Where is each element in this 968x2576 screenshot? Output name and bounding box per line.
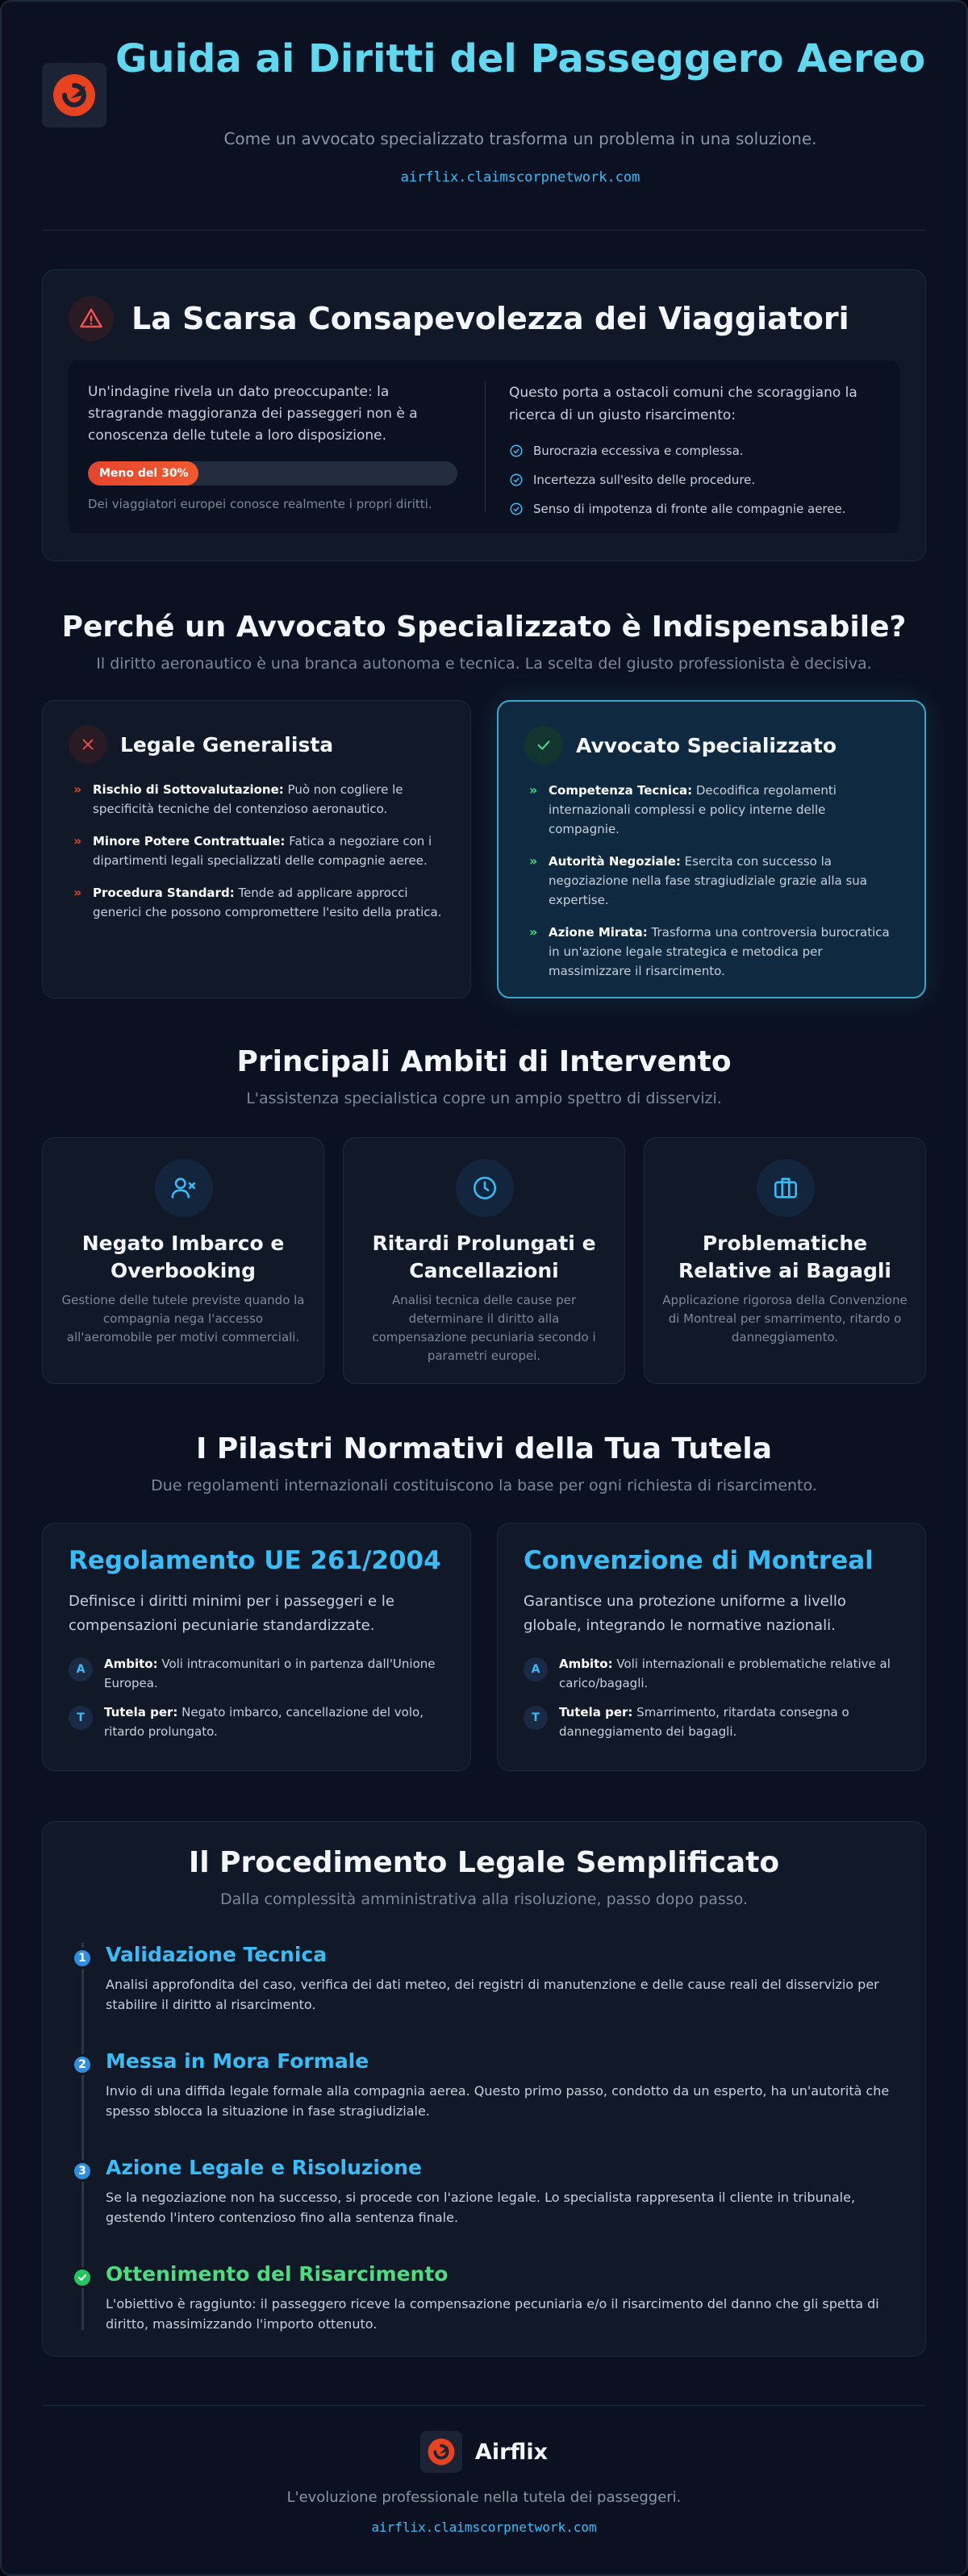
item-text: Può non cogliere le specificità tecniche del contenzioso aeronautico. (93, 782, 403, 816)
pillar-row (524, 1703, 906, 1741)
awareness-bar-label: Meno del 30% (99, 467, 189, 480)
obstacle-text: Senso di impotenza di fronte alle compagnie aeree. (533, 502, 846, 516)
generalist-header (69, 725, 333, 764)
step-text: Se la negoziazione non ha successo, si procede con l'azione legale. Lo specialista rappresenta il cliente in tribunale, gestendo l'intero contenzioso fino alla sentenza finale. (106, 2190, 856, 2225)
item-text: Trasforma una controversia burocratica in un'azione legale strategica e metodica per massimizzare il risarcimento. (549, 925, 890, 978)
pillars-subtitle: Due regolamenti internazionali costituiscono la base per ogni richiesta di risarcimento. (151, 1477, 817, 1494)
service-text: Applicazione rigorosa della Convenzione di Montreal per smarrimento, ritardo o danneggiamento. (662, 1293, 908, 1344)
clock-icon (456, 1159, 514, 1217)
awareness-obstacles (509, 381, 883, 523)
footer-domain-link[interactable]: airflix.claimscorpnetwork.com (371, 2520, 597, 2535)
why-section-header (42, 611, 926, 673)
step-title: Azione Legale e Risoluzione (106, 2156, 422, 2179)
row-bold: Tutela per: (559, 1705, 633, 1719)
user-x-icon (155, 1159, 213, 1217)
letter-badge: T (524, 1706, 548, 1730)
services-title: Principali Ambiti di Intervento (236, 1045, 732, 1078)
procedure-step (81, 2262, 893, 2334)
pillar-card-eu261 (42, 1523, 471, 1771)
awareness-stat (88, 381, 459, 511)
step-text: Invio di una diffida legale formale alla compagnia aerea. Questo primo passo, condotto da un esperto, ha un'autorità che spesso sblocca la situazione in fase stragiudiziale. (106, 2083, 890, 2119)
list-item (73, 780, 443, 819)
bullet-glyph: » (529, 782, 538, 798)
header (42, 2, 926, 231)
check-circle-icon (509, 502, 524, 516)
item-bold: Procedura Standard: (93, 886, 235, 900)
why-subtitle: Il diritto aeronautico è una branca autonoma e tecnica. La scelta del giusto professionista è decisiva. (96, 655, 872, 673)
row-text: Voli internazionali e problematiche relative al carico/bagagli. (559, 1657, 891, 1690)
list-item (509, 465, 883, 494)
row-bold: Ambito: (559, 1657, 613, 1671)
service-card-delays[interactable] (343, 1137, 625, 1384)
item-content (549, 923, 897, 981)
awareness-progress-bar (88, 461, 457, 486)
item-text: Fatica a negoziare con i dipartimenti legali specializzati delle compagnie aeree. (93, 834, 432, 868)
briefcase-icon (757, 1159, 815, 1217)
generalist-list (73, 780, 443, 935)
service-text: Gestione delle tutele previste quando la compagnia nega l'accesso all'aeromobile per motivi commerciali. (61, 1293, 305, 1344)
procedure-subtitle: Dalla complessità amministrativa alla risoluzione, passo dopo passo. (220, 1890, 748, 1908)
awareness-title: La Scarsa Consapevolezza dei Viaggiatori (131, 301, 849, 336)
service-title: Ritardi Prolungati e Cancellazioni (372, 1232, 596, 1282)
specialist-card (497, 700, 926, 998)
list-item (509, 436, 883, 465)
page-title: Guida ai Diritti del Passeggero Aereo (115, 36, 926, 81)
airflix-logo-icon[interactable] (420, 2431, 462, 2473)
step-text: Analisi approfondita del caso, verifica dei dati meteo, dei registri di manutenzione e delle cause reali del disservizio per stabilire il diritto al risarcimento. (106, 1977, 879, 2012)
item-bold: Minore Potere Contrattuale: (93, 834, 286, 848)
step-text: L'obiettivo è raggiunto: il passeggero riceve la compensazione pecuniaria e/o il risarcimento del danno che gli spetta di diritto, massimizzando l'importo ottenuto. (106, 2296, 879, 2332)
item-bold: Rischio di Sottovalutazione: (93, 782, 284, 797)
generalist-title: Legale Generalista (120, 732, 334, 757)
service-title: Negato Imbarco e Overbooking (81, 1232, 285, 1282)
content-wrapper (42, 2, 926, 2576)
pillar-row (69, 1703, 451, 1741)
row-content (104, 1654, 451, 1693)
footer-brand-name: Airflix (474, 2439, 549, 2465)
row-bold: Tutela per: (104, 1705, 178, 1719)
item-content (549, 781, 897, 839)
check-circle-icon (72, 2267, 93, 2288)
bullet-glyph: » (73, 833, 82, 848)
warning-triangle-icon (69, 296, 114, 341)
pillars-title: I Pilastri Normativi della Tua Tutela (195, 1432, 773, 1465)
check-circle-icon (509, 473, 524, 487)
letter-badge: A (524, 1657, 548, 1682)
x-mark-icon (69, 725, 107, 764)
obstacle-text: Burocrazia eccessiva e complessa. (533, 444, 744, 458)
service-card-denied-boarding[interactable] (42, 1137, 324, 1384)
page-subtitle: Come un avvocato specializzato trasforma un problema in una soluzione. (223, 129, 817, 148)
domain-link[interactable]: airflix.claimscorpnetwork.com (400, 169, 640, 185)
row-content (559, 1703, 906, 1741)
pillar-title: Regolamento UE 261/2004 (69, 1546, 441, 1575)
row-content (559, 1654, 906, 1693)
obstacles-lead: Questo porta a ostacoli comuni che scoraggiano la ricerca di un giusto risarcimento: (509, 385, 857, 423)
step-number-badge: 2 (72, 2054, 93, 2075)
step-title: Validazione Tecnica (106, 1943, 328, 1966)
item-text: Esercita con successo la negoziazione nella fase stragiudiziale grazie alla sua expertise. (549, 854, 867, 907)
list-item (73, 883, 443, 922)
obstacle-text: Incertezza sull'esito delle procedure. (533, 473, 756, 487)
list-item (73, 832, 443, 870)
procedure-step (78, 2156, 893, 2228)
item-content (93, 832, 443, 870)
step-title: Ottenimento del Risarcimento (106, 2262, 449, 2286)
step-title: Messa in Mora Formale (106, 2049, 369, 2073)
generalist-card (42, 700, 471, 998)
step-number-badge: 3 (72, 2161, 93, 2182)
item-text: Decodifica regolamenti internazionali complessi e policy interne delle compagnie. (549, 783, 837, 836)
pillars-section-header (42, 1432, 926, 1494)
list-item (509, 494, 883, 523)
checkmark-icon (524, 726, 563, 765)
procedure-title: Il Procedimento Legale Semplificato (188, 1846, 780, 1879)
pillar-row (69, 1654, 451, 1693)
procedure-card (42, 1821, 926, 2357)
item-text: Tende ad applicare approcci generici che possono compromettere l'esito della pratica. (93, 886, 442, 919)
specialist-header (524, 726, 837, 765)
bullet-glyph: » (73, 782, 82, 797)
item-content (93, 780, 443, 819)
awareness-card (42, 269, 926, 561)
bullet-glyph: » (529, 924, 538, 940)
pillar-desc: Garantisce una protezione uniforme a livello globale, integrando le normative nazionali. (524, 1593, 846, 1634)
footer-divider (42, 2405, 926, 2406)
pillar-title: Convenzione di Montreal (524, 1546, 874, 1575)
awareness-progress-fill (88, 461, 198, 486)
specialist-title: Avvocato Specializzato (576, 733, 837, 757)
letter-badge: T (69, 1706, 93, 1730)
awareness-panel (69, 361, 899, 533)
letter-badge: A (69, 1657, 93, 1682)
service-card-baggage[interactable] (644, 1137, 926, 1384)
item-bold: Autorità Negoziale: (549, 854, 681, 869)
footer-subtitle: L'evoluzione professionale nella tutela dei passeggeri. (286, 2489, 682, 2506)
item-bold: Competenza Tecnica: (549, 783, 693, 798)
awareness-separator (485, 381, 486, 512)
row-text: Voli intracomunitari o in partenza dall'Unione Europea. (104, 1657, 436, 1690)
service-text: Analisi tecnica delle cause per determinare il diritto alla compensazione pecuniaria secondo i parametri europei. (372, 1293, 596, 1363)
awareness-bar-caption: Dei viaggiatori europei conosce realmente i propri diritti. (88, 497, 432, 511)
bullet-glyph: » (529, 853, 538, 869)
services-subtitle: L'assistenza specialistica copre un ampio spettro di disservizi. (246, 1090, 722, 1107)
list-item (529, 781, 897, 839)
header-divider (42, 230, 926, 231)
awareness-text: Un'indagine rivela un dato preoccupante: la stragrande maggioranza dei passeggeri non è a conoscenza delle tutele a loro disposizione. (88, 384, 418, 444)
awareness-header (69, 296, 849, 341)
item-bold: Azione Mirata: (549, 925, 648, 940)
services-section-header (42, 1045, 926, 1107)
list-item (529, 852, 897, 910)
service-title: Problematiche Relative ai Bagagli (678, 1232, 891, 1282)
specialist-list (529, 781, 897, 994)
pillar-desc: Definisce i diritti minimi per i passeggeri e le compensazioni pecuniarie standardizzate. (69, 1593, 394, 1634)
item-content (93, 883, 443, 922)
list-item (529, 923, 897, 981)
why-title: Perché un Avvocato Specializzato è Indispensabile? (61, 611, 907, 644)
pillar-card-montreal (497, 1523, 926, 1771)
row-content (104, 1703, 451, 1741)
check-circle-icon (509, 444, 524, 458)
procedure-step (78, 1943, 893, 2015)
item-content (549, 852, 897, 910)
bullet-glyph: » (73, 885, 82, 900)
row-bold: Ambito: (104, 1657, 158, 1671)
row-text: Negato imbarco, cancellazione del volo, ritardo prolungato. (104, 1705, 424, 1739)
airflix-logo-icon[interactable] (42, 63, 106, 127)
row-text: Smarrimento, ritardata consegna o danneggiamento dei bagagli. (559, 1705, 849, 1739)
procedure-step (78, 2049, 893, 2121)
pillar-row (524, 1654, 906, 1693)
step-number-badge: 1 (72, 1948, 93, 1969)
footer-brand (42, 2431, 926, 2473)
